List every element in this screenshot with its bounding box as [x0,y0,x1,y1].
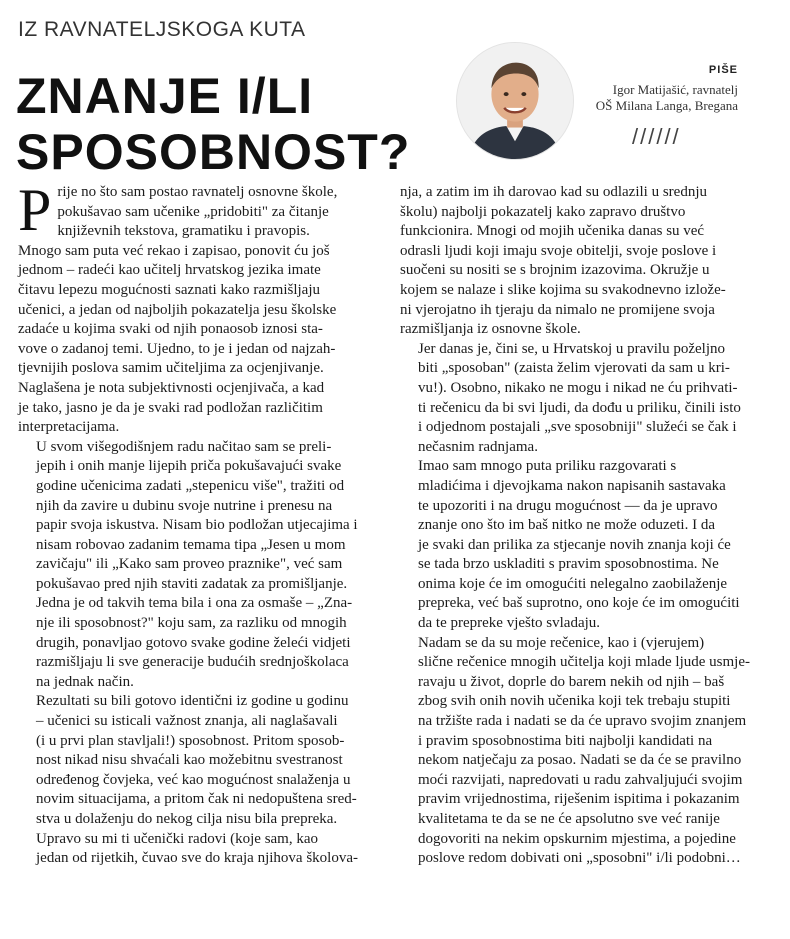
text-line: slične rečenice mnogih učitelja koji mlade ljude usmje- [418,654,750,671]
text-line: jednom – radeći kao učitelj hrvatskog jezika imate [18,262,321,279]
text-line: čitavu lepezu mogućnosti saznati kako razmišljaju [18,281,320,298]
author-name: Igor Matijašić, ravnatelj [612,82,738,97]
text-line: stva u dolaženju do nekog cilja nisu bila prepreka. [36,811,338,827]
text-line: mladićima i djevojkama nakon napisanih sastavaka [418,477,726,494]
text-line: jepih i onih manje lijepih priča pokušavajući svake [36,458,342,475]
article-paragraph [400,183,762,340]
drop-cap: P [18,177,52,243]
text-line: nja, a zatim im ih darovao kad su odlazili u srednju [400,184,708,200]
text-line: je svaki dan prilika za stjecanje novih znanja koji će [418,536,731,553]
text-line: na tržište rada i nadati se da će upravo svojim znanjem [418,713,747,730]
text-line: – učenici su isticali važnost znanja, ali naglašavali [36,713,338,730]
text-line: nje ili sposobnost?" koju sam, za razliku od mnogih [36,615,347,632]
article-paragraph [18,830,380,869]
text-line: (i u prvi plan stavljali!) sposobnost. Pritom sposob- [36,732,345,749]
text-line: Imao sam mnogo puta priliku razgovarati s [418,458,677,475]
text-line: suočeni su nositi se s brojnim izazovima. Okružje u [400,262,710,279]
text-line: književnih tekstova, gramatiku i pravopis. [57,223,310,240]
text-line: papir svoja iskustva. Nisam bio podložan utjecajima i [36,517,358,534]
text-line: pokušavao sam učenike „pridobiti" za čitanje [57,203,329,220]
text-line: U svom višegodišnjem radu načitao sam se preli- [36,438,332,455]
text-line: pravim vrijednostima, riješenim ispitima i pokazanim [418,791,740,808]
text-line: rije no što sam postao ravnatelj osnovne škole, [57,184,338,200]
text-line: Nadam se da su moje rečenice, kao i (vjerujem) [418,634,705,651]
text-line: Mnogo sam puta već rekao i zapisao, ponovit ću još [18,242,330,259]
article-column-left [18,177,380,869]
text-line: poslove redom dobivati oni „sposobni" i/li podobni… [418,850,741,867]
text-line: ravaju u život, doprle do barem nekih od njih – baš [418,673,725,690]
text-line: Naglašena je nota subjektivnosti ocjenjivača, a kad [18,379,325,396]
text-line: nisam robovao zadanim temama tipa „Jesen u mom [36,536,346,553]
text-line: godine učenicima zadati „stepenicu više", tražiti od [36,477,345,494]
article-paragraph [400,340,762,458]
text-line: učenici, a jedan od najboljih pokazatelja jesu školske [18,301,337,318]
text-line: određenog čovjeka, već kao mogućnost snalaženja u [36,771,351,788]
text-line: Jer danas je, čini se, u Hrvatskoj u pravilu poželjno [418,340,726,357]
text-line: nekom natječaju za posao. Nadati se da će se pravilno [418,752,742,769]
headline-line: ZNANJE I/LI [16,68,314,124]
text-line: je tako, jasno je da je svaki rad podložan različitim [18,399,323,416]
text-line: na jednak način. [36,673,134,690]
text-line: odrasli ljudi koji imaju svoje obitelji, svoje poslove i [400,242,717,259]
text-line: Upravo su mi ti učenički radovi (koje sam, kao [36,830,319,847]
text-line: razmišljaju li sve generacije budućih srednjoškolaca [36,654,349,671]
text-line: tjevnijih poslova samim učiteljima za ocjenjivanje. [18,360,324,377]
text-line: kvalitetama te da se ne će apsolutno sve već ranije [418,811,720,827]
text-line: zbog svih onih novih učenika koji tek trebaju stupiti [418,693,731,710]
text-line: novim situacijama, a pritom čak ni nedopuštena sred- [36,791,357,808]
author-school: OŠ Milana Langa, Bregana [595,98,738,113]
text-line: i odjednom postajali „sve sposobniji" služeći se čak i [418,419,737,436]
article-paragraph [18,438,380,693]
text-line: razmišljanja iz osnovne škole. [400,321,581,338]
text-line: se tada brzo uskladiti s pravim sposobnostima. Ne [418,556,719,573]
text-line: školu) najbolji pokazatelj kako zapravo društvo [400,203,686,220]
article-paragraph [400,457,762,633]
text-line: te upozoriti i na drugu mogućnost — da je upravo [418,497,718,514]
text-line: nečasnim radnjama. [418,438,538,455]
text-line: moći razvijati, napredovati u radu zahvaljujući svojim [418,771,743,788]
text-line: vove o zadanoj temi. Ujedno, to je i jedan od najzah- [18,340,336,357]
article-paragraph [18,177,380,438]
headline [16,68,456,180]
text-line: ni vjerojatno ih tjeraju da nimalo ne promijene svoja [400,301,715,318]
decorative-slashes: ////// [632,124,681,149]
text-line: pokušavao pred njih staviti zadatak za promišljanje. [36,575,348,592]
byline-kicker: PIŠE [708,64,738,76]
byline [508,64,738,114]
text-line: njih da zavire u dubinu svoje nutrine i prenesu na [36,497,333,514]
article-column-right [400,183,762,869]
text-line: dogovoriti na nekim opskurnim mjestima, a pojedine [418,830,736,847]
headline-line: SPOSOBNOST? [16,124,411,180]
text-line: znanje ono što im baš nitko ne može oduzeti. I da [418,517,716,534]
text-line: onima koje će im omogućiti nelegalno zaobilaženje [418,575,728,592]
text-line: nost nikad nisu shvaćali kao možebitnu svestranost [36,752,343,769]
text-line: da te prepreke vješto svladaju. [418,615,601,632]
article-paragraph [18,692,380,829]
text-line: Rezultati su bili gotovo identični iz godine u godinu [36,693,349,710]
section-label: IZ RAVNATELJSKOGA KUTA [18,18,306,41]
text-line: interpretacijama. [18,419,120,436]
article-paragraph [400,634,762,869]
text-line: i pravim sposobnostima biti najbolji kandidati na [418,732,713,749]
text-line: zavičaju" ili „Kako sam proveo praznike", već sam [36,556,343,573]
text-line: Jedna je od takvih tema bila i ona za osmaše – „Zna- [36,595,353,612]
text-line: funkcionira. Mnogi od mojih učenika danas su već [400,223,705,240]
text-line: kojem se nalaze i slike kojima su svakodnevno izlože- [400,281,726,298]
text-line: drugih, ponavljao gotovo svake godine želeći vidjeti [36,634,351,651]
text-line: ti rečenicu da bi svi ljudi, da dođu u priliku, činili isto [418,399,741,416]
text-line: biti „sposoban" (zaista želim vjerovati da sam u kri- [418,360,730,377]
text-line: jedan od rijetkih, čuvao sve do kraja njihova školova- [36,850,358,867]
text-line: zadaće u kojima svaki od njih ponaosob iznosi sta- [18,321,323,338]
text-line: prepreka, već baš suprotno, ono koje će im omogućiti [418,595,740,612]
text-line: vu!). Osobno, nikako ne mogu i nikad ne ću prihvati- [418,379,738,396]
